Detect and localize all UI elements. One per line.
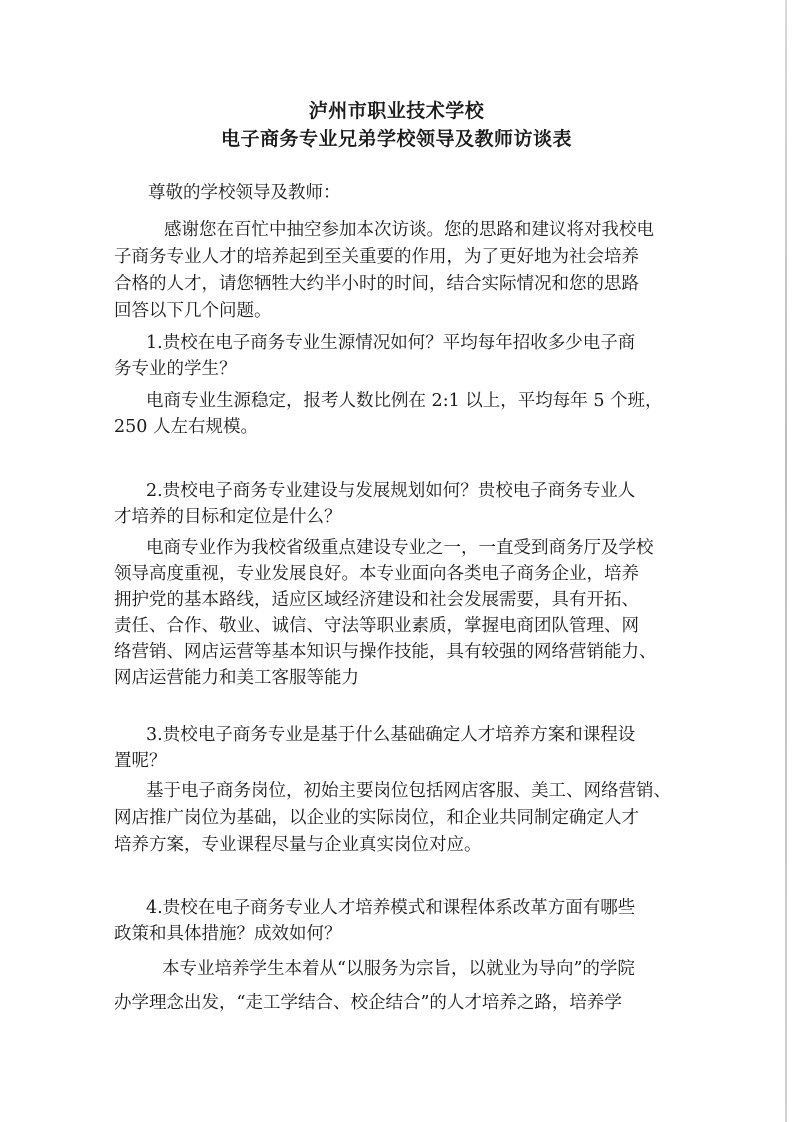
question-4-line: 政策和具体措施？成效如何？	[114, 924, 342, 944]
document-title-form: 电子商务专业兄弟学校领导及教师访谈表	[220, 128, 572, 150]
salutation: 尊敬的学校领导及教师：	[148, 183, 341, 203]
question-4-line: 4.贵校在电子商务专业人才培养模式和课程体系改革方面有哪些	[146, 898, 636, 918]
answer-2-line: 拥护党的基本路线，适应区域经济建设和社会发展需要，具有开拓、	[114, 590, 639, 610]
answer-2-line: 络营销、网店运营等基本知识与操作技能，具有较强的网络营销能力、	[114, 642, 657, 662]
question-3-line: 置呢？	[114, 751, 167, 771]
question-2-line: 2.贵校电子商务专业建设与发展规划如何？贵校电子商务专业人	[146, 481, 636, 501]
answer-3-line: 培养方案，专业课程尽量与企业真实岗位对应。	[114, 835, 482, 855]
answer-1-line: 电商专业生源稳定，报考人数比例在 2:1 以上，平均每年 5 个班，	[146, 391, 663, 411]
answer-2-line: 网店运营能力和美工客服等能力	[114, 668, 359, 688]
intro-line: 回答以下几个问题。	[114, 301, 272, 321]
scan-edge-shadow	[785, 0, 787, 1122]
answer-3-line: 基于电子商务岗位，初始主要岗位包括网店客服、美工、网络营销、	[146, 781, 671, 801]
answer-3-line: 网店推广岗位为基础，以企业的实际岗位，和企业共同制定确定人才	[114, 808, 639, 828]
question-1-line: 1.贵校在电子商务专业生源情况如何？平均每年招收多少电子商	[146, 333, 636, 353]
question-3-line: 3.贵校电子商务专业是基于什么基础确定人才培养方案和课程设	[146, 725, 636, 745]
answer-2-line: 领导高度重视，专业发展良好。本专业面向各类电子商务企业，培养	[114, 564, 639, 584]
question-2-line: 才培养的目标和定位是什么？	[114, 507, 342, 527]
question-1-line: 务专业的学生？	[114, 359, 237, 379]
intro-line: 感谢您在百忙中抽空参加本次访谈。您的思路和建议将对我校电	[164, 220, 654, 240]
answer-2-line: 电商专业作为我校省级重点建设专业之一，一直受到商务厅及学校	[146, 538, 654, 558]
answer-1-line: 250 人左右规模。	[114, 417, 258, 437]
answer-4-line: 本专业培养学生本着从“以服务为宗旨，以就业为导向”的学院	[162, 959, 635, 979]
intro-line: 合格的人才，请您牺牲大约半小时的时间，结合实际情况和您的思路	[114, 274, 639, 294]
answer-4-line: 办学理念出发，“走工学结合、校企结合”的人才培养之路，培养学	[114, 993, 622, 1013]
document-title-school: 泸州市职业技术学校	[308, 100, 485, 122]
answer-2-line: 责任、合作、敬业、诚信、守法等职业素质，掌握电商团队管理、网	[114, 616, 639, 636]
intro-line: 子商务专业人才的培养起到至关重要的作用，为了更好地为社会培养	[114, 247, 639, 267]
